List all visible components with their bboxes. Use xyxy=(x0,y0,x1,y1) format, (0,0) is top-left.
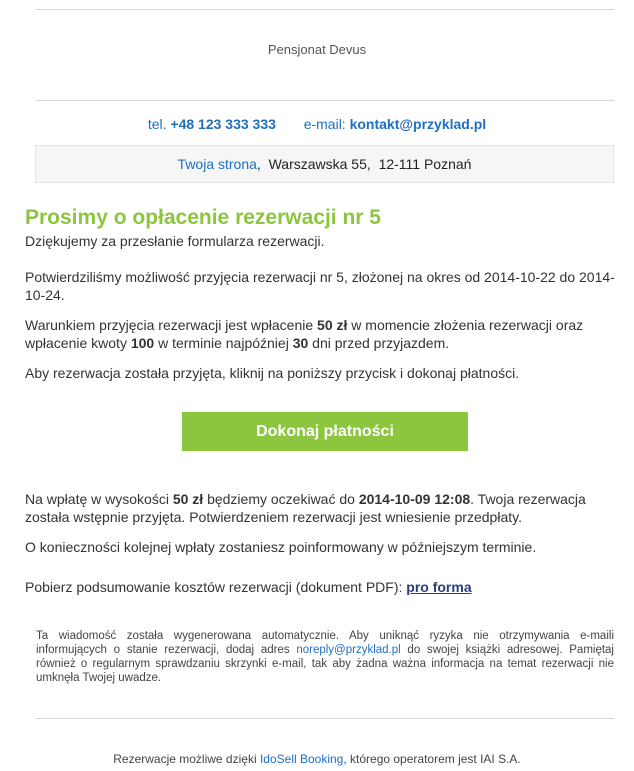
days-before: 30 xyxy=(292,335,309,351)
next-payment-paragraph: O konieczności kolejnej wpłaty zostaniesz poinformowany w późniejszym terminie. xyxy=(25,539,537,555)
payment-deadline: 2014-10-09 12:08 xyxy=(358,491,471,507)
next-payment-text xyxy=(25,538,617,556)
noreply-email-link[interactable]: noreply@przyklad.pl xyxy=(296,644,401,656)
conditions-text xyxy=(25,316,617,352)
conditions-paragraph: Warunkiem przyjęcia rezerwacji jest wpłacenie 50 zł w momencie złożenia rezerwacji oraz wpłacenie kwoty 100 w terminie najpóźniej 30 dni przed przyjazdem. xyxy=(25,317,584,351)
footer: Rezerwacje możliwe dzięki IdoSell Booking, którego operatorem jest IAI S.A. xyxy=(113,752,521,766)
idosell-link[interactable]: IdoSell Booking xyxy=(259,752,344,766)
tel-label: tel. xyxy=(147,116,167,132)
wait-amount: 50 zł xyxy=(172,491,204,507)
contact-row xyxy=(0,116,634,132)
address-street: Warszawska 55, xyxy=(268,156,371,172)
wait-paragraph: Na wpłatę w wysokości 50 zł będziemy oczekiwać do 2014-10-09 12:08. Twoja rezerwacja została wstępnie przyjęta. Potwierdzeniem rezerwacji jest wniesienie przedpłaty. xyxy=(25,491,586,525)
instruction-text xyxy=(25,364,617,382)
instruction-paragraph: Aby rezerwacja została przyjęta, kliknij na poniższy przycisk i dokonaj płatności. xyxy=(25,365,520,381)
website-link[interactable]: Twoja strona xyxy=(177,156,257,172)
wait-text xyxy=(25,490,617,526)
hotel-name: Pensjonat Devus xyxy=(267,42,367,57)
top-divider xyxy=(35,9,614,10)
download-row xyxy=(25,578,617,596)
email-label: e-mail: xyxy=(303,116,346,132)
page-title: Prosimy o opłacenie rezerwacji nr 5 xyxy=(25,206,381,229)
proforma-link[interactable]: pro forma xyxy=(406,579,472,595)
thanks-paragraph: Dziękujemy za przesłanie formularza rezerwacji. xyxy=(25,233,325,249)
header-divider xyxy=(35,100,614,101)
address-city: 12-111 Poznań xyxy=(378,156,472,172)
address-bar: Twoja strona, Warszawska 55, 12-111 Poznań xyxy=(35,145,614,183)
remaining-amount: 100 xyxy=(130,335,155,351)
deposit-amount: 50 zł xyxy=(317,317,348,333)
phone-link[interactable]: +48 123 333 333 xyxy=(170,116,276,132)
auto-notice: Ta wiadomość została wygenerowana automatycznie. Aby uniknąć ryzyka nie otrzymywania e-maili informujących o stanie rezerwacji, dodaj adres noreply@przyklad.pl do swojej książki adresowej. Pamiętaj również o regularnym sprawdzaniu skrzynki e-mail, tak aby żadna ważna informacja na temat rezerwacji nie umknęła Twojej uwadze. xyxy=(36,630,614,684)
footer-divider xyxy=(35,718,614,719)
email-link[interactable]: kontakt@przyklad.pl xyxy=(349,116,487,132)
download-label: Pobierz podsumowanie kosztów rezerwacji (dokument PDF): xyxy=(25,579,407,595)
confirm-text xyxy=(25,268,617,304)
thanks-text xyxy=(25,232,617,250)
confirm-paragraph: Potwierdziliśmy możliwość przyjęcia rezerwacji nr 5, złożonej na okres od 2014-10-22 do 2014-10-24. xyxy=(25,269,615,303)
pay-button[interactable]: Dokonaj płatności xyxy=(182,412,468,451)
